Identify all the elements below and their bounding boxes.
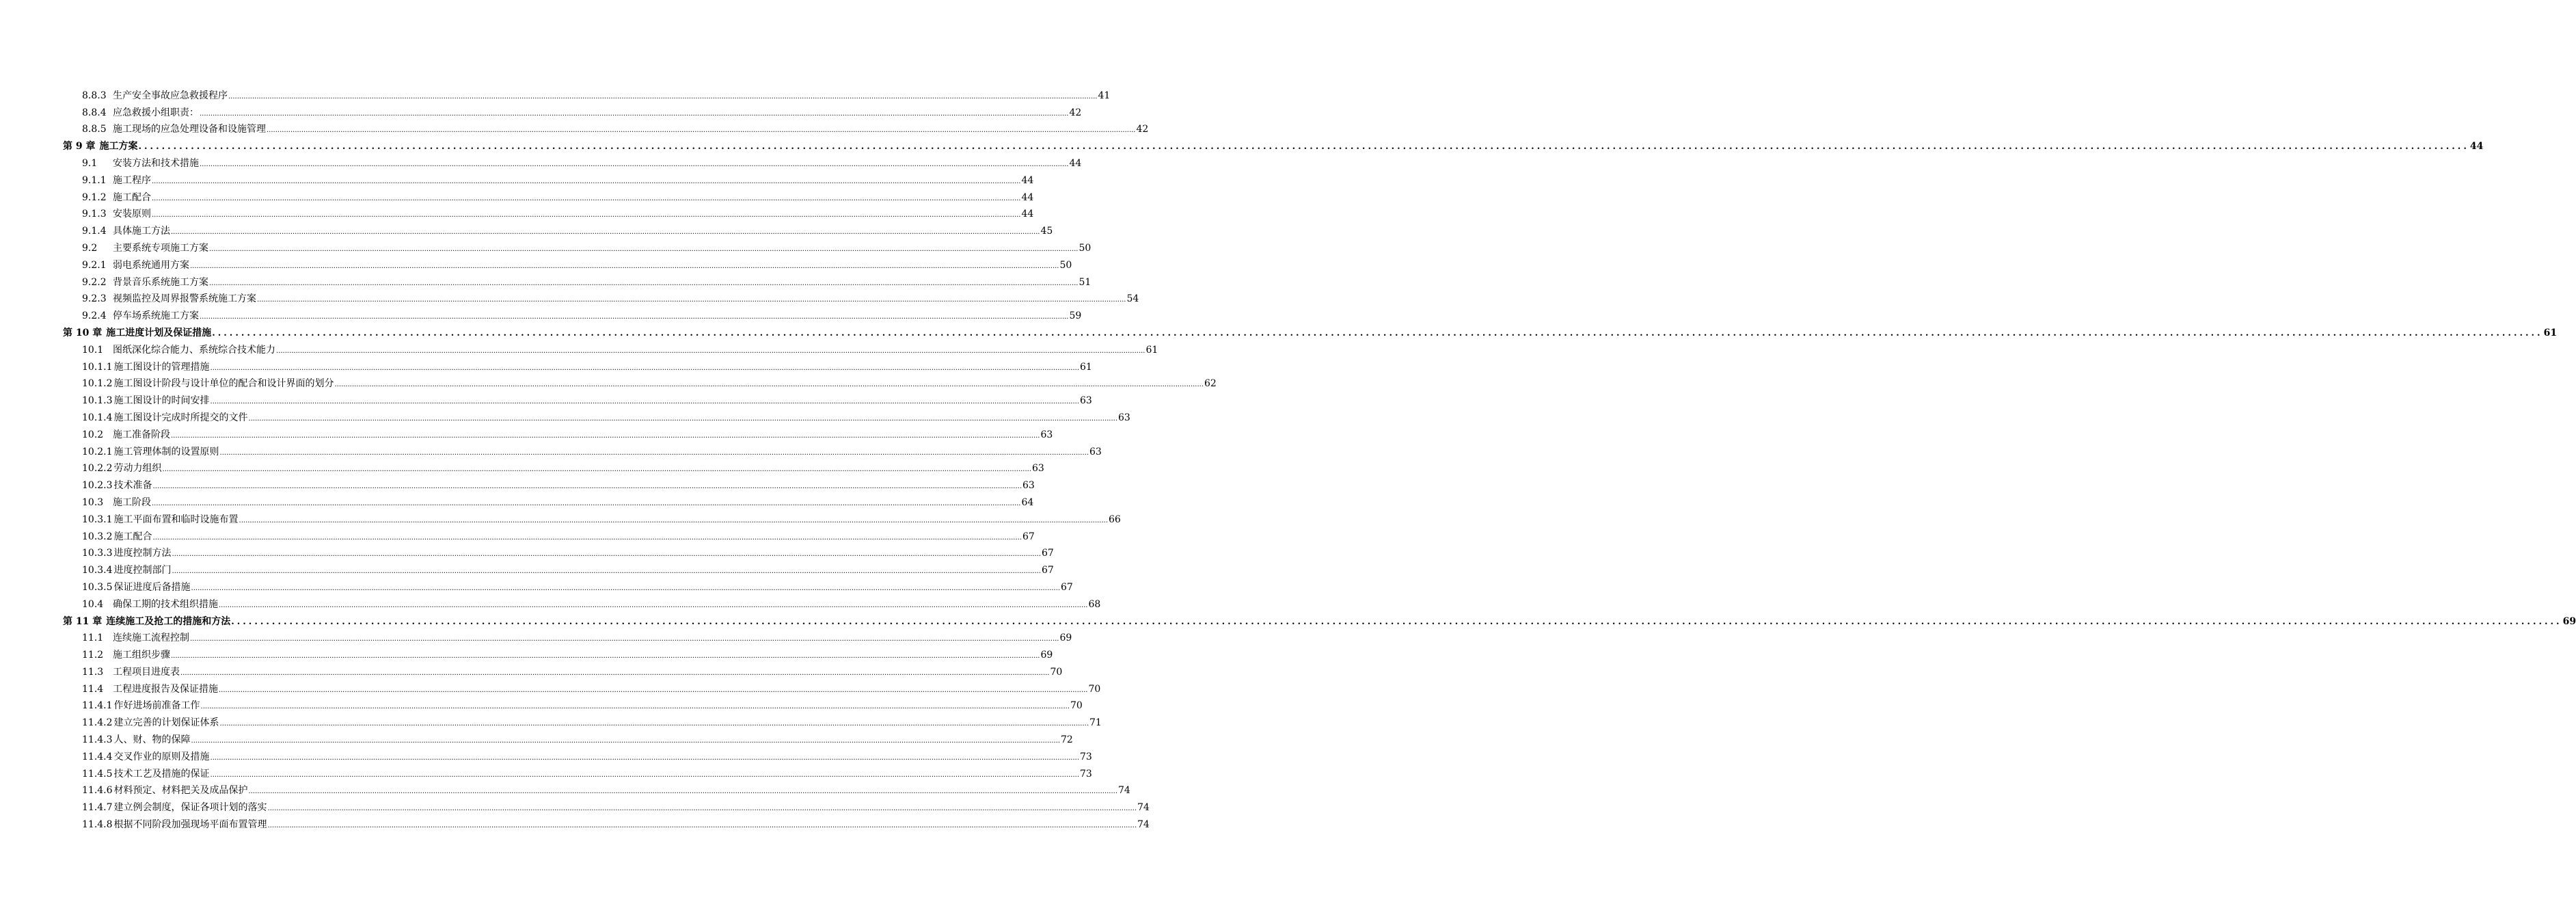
toc-section-entry[interactable] [63, 763, 1092, 780]
toc-entry-number: 10.1.1 [82, 361, 113, 373]
toc-entry-title: 停车场系统施工方案 [113, 310, 199, 322]
toc-dot-leader: ................................................................................................................................................................................................................................................................................................................................................................................................................ [210, 398, 1080, 406]
toc-entry-title: 安装原则 [113, 209, 151, 220]
toc-entry-title: 背景音乐系统施工方案 [113, 276, 208, 288]
toc-page-number: 69 [1059, 632, 1072, 644]
toc-page-number: 74 [1118, 785, 1130, 797]
toc-entry-number: 10.3 [82, 496, 104, 508]
toc-entry-number: 11.4.4 [82, 751, 113, 762]
toc-section-entry[interactable] [63, 576, 1073, 594]
toc-section-entry[interactable] [63, 271, 1092, 289]
toc-dot-leader: ................................................................................................................................................................................................................................................................................................................................................................................................................ [152, 194, 1021, 202]
toc-section-entry[interactable] [63, 594, 1101, 611]
toc-dot-leader: ................................................................................................................................................................................................................................................................................................................................................................................................................ [257, 296, 1126, 304]
toc-entry-title: 施工方案 [99, 141, 138, 152]
toc-dot-leader: ................................................................................................................................................................................................................................................................................................................................................................................................................ [212, 328, 2543, 338]
toc-page-number: 74 [1137, 802, 1150, 814]
toc-entry-number: 11.4.6 [82, 785, 113, 797]
toc-dot-leader: ................................................................................................................................................................................................................................................................................................................................................................................................................ [210, 771, 1080, 779]
toc-section-entry[interactable] [63, 424, 1053, 441]
toc-section-entry[interactable] [63, 187, 1034, 204]
toc-entry-title: 施工阶段 [113, 496, 151, 508]
toc-section-entry[interactable] [63, 475, 1035, 492]
toc-page-number: 61 [1080, 361, 1092, 373]
toc-page-number: 73 [1080, 768, 1092, 780]
toc-page-number: 59 [1069, 310, 1082, 322]
toc-entry-title: 施工配合 [113, 531, 152, 542]
toc-entry-number: 11.3 [82, 666, 104, 678]
toc-chapter-entry[interactable] [63, 322, 2558, 339]
toc-page-number: 44 [1021, 191, 1034, 203]
toc-section-entry[interactable] [63, 305, 1082, 322]
toc-page-number: 45 [1040, 226, 1053, 237]
toc-entry-number: 9.1 [82, 157, 98, 169]
toc-entry-title: 施工现场的应急处理设备和设施管理 [113, 124, 266, 135]
toc-entry-number: 9.1.2 [82, 191, 107, 203]
toc-entry-number: 9.2.2 [82, 276, 107, 288]
toc-dot-leader: ................................................................................................................................................................................................................................................................................................................................................................................................................ [209, 245, 1079, 253]
toc-entry-number: 11.1 [82, 632, 104, 644]
toc-entry-number: 10.1 [82, 344, 104, 356]
toc-dot-leader: ................................................................................................................................................................................................................................................................................................................................................................................................................ [231, 616, 2562, 627]
toc-entry-number: 11.4.3 [82, 734, 113, 746]
toc-dot-leader: ................................................................................................................................................................................................................................................................................................................................................................................................................ [138, 142, 2469, 152]
toc-section-entry[interactable] [63, 220, 1053, 237]
toc-page-number: 63 [1080, 395, 1092, 407]
toc-dot-leader: ................................................................................................................................................................................................................................................................................................................................................................................................................ [267, 126, 1136, 135]
toc-entry-title: 材料预定、材料把关及成品保护 [113, 785, 248, 797]
toc-dot-leader: ................................................................................................................................................................................................................................................................................................................................................................................................................ [210, 754, 1080, 762]
toc-entry-title: 施工配合 [113, 191, 151, 203]
toc-dot-leader: ................................................................................................................................................................................................................................................................................................................................................................................................................ [219, 449, 1089, 457]
toc-dot-leader: ................................................................................................................................................................................................................................................................................................................................................................................................................ [180, 669, 1050, 677]
toc-page-number: 51 [1079, 276, 1092, 288]
toc-entry-number: 11.4 [82, 683, 104, 695]
toc-entry-number: 11.4.1 [82, 700, 113, 712]
toc-chapter-entry[interactable] [63, 611, 2576, 628]
toc-entry-title: 进度控制方法 [113, 548, 172, 559]
toc-entry-title: 工程进度报告及保证措施 [113, 683, 218, 695]
toc-entry-number: 10.3.3 [82, 548, 113, 559]
toc-entry-title: 根据不同阶段加强现场平面布置管理 [113, 819, 267, 831]
toc-section-entry[interactable] [63, 289, 1139, 306]
toc-entry-number: 11.4.2 [82, 717, 113, 729]
toc-dot-leader: ................................................................................................................................................................................................................................................................................................................................................................................................................ [267, 805, 1137, 813]
toc-entry-title: 视频监控及周界报警系统施工方案 [113, 293, 256, 305]
toc-entry-number: 10.3.2 [82, 531, 113, 542]
toc-dot-leader: ................................................................................................................................................................................................................................................................................................................................................................................................................ [200, 109, 1069, 118]
toc-section-entry[interactable] [63, 254, 1072, 271]
toc-dot-leader: ................................................................................................................................................................................................................................................................................................................................................................................................................ [171, 652, 1040, 661]
toc-entry-number: 10.1.2 [82, 378, 113, 390]
toc-section-entry[interactable] [63, 543, 1054, 560]
toc-section-entry[interactable] [63, 119, 1149, 136]
toc-section-entry[interactable] [63, 678, 1101, 695]
toc-section-entry[interactable] [63, 780, 1130, 797]
toc-section-entry[interactable] [63, 814, 1150, 831]
toc-entry-number: 10.3.5 [82, 581, 113, 593]
toc-section-entry[interactable] [63, 559, 1054, 576]
toc-dot-leader: ................................................................................................................................................................................................................................................................................................................................................................................................................ [219, 601, 1088, 609]
toc-page-number: 70 [1050, 666, 1063, 678]
toc-dot-leader: ................................................................................................................................................................................................................................................................................................................................................................................................................ [152, 211, 1021, 219]
toc-dot-leader: ................................................................................................................................................................................................................................................................................................................................................................................................................ [172, 568, 1042, 576]
toc-page-number: 50 [1059, 259, 1072, 271]
toc-dot-leader: ................................................................................................................................................................................................................................................................................................................................................................................................................ [239, 516, 1109, 524]
toc-entry-number: 9.2 [82, 242, 98, 254]
toc-entry-title: 建立完善的计划保证体系 [113, 717, 219, 729]
toc-entry-title: 生产安全事故应急救援程序 [113, 90, 228, 101]
toc-section-entry[interactable] [63, 509, 1121, 526]
toc-dot-leader: ................................................................................................................................................................................................................................................................................................................................................................................................................ [209, 279, 1079, 287]
toc-dot-leader: ................................................................................................................................................................................................................................................................................................................................................................................................................ [276, 347, 1145, 355]
toc-dot-leader: ................................................................................................................................................................................................................................................................................................................................................................................................................ [190, 262, 1059, 270]
toc-entry-number: 10.1.4 [82, 412, 113, 423]
toc-page-number: 44 [1021, 209, 1034, 220]
toc-page-number: 67 [1061, 581, 1073, 593]
toc-section-entry[interactable] [63, 356, 1092, 373]
toc-dot-leader: ................................................................................................................................................................................................................................................................................................................................................................................................................ [228, 92, 1098, 101]
toc-entry-title: 施工组织步骤 [113, 650, 170, 661]
toc-dot-leader: ................................................................................................................................................................................................................................................................................................................................................................................................................ [248, 414, 1118, 423]
toc-page-number: 42 [1136, 124, 1149, 135]
toc-section-entry[interactable] [63, 628, 1072, 645]
toc-section-entry[interactable] [63, 152, 1082, 170]
toc-entry-number: 10.2 [82, 429, 104, 440]
toc-dot-leader: ................................................................................................................................................................................................................................................................................................................................................................................................................ [200, 703, 1070, 711]
toc-section-entry[interactable] [63, 712, 1102, 729]
toc-entry-number: 8.8.4 [82, 107, 107, 118]
toc-dot-leader: ................................................................................................................................................................................................................................................................................................................................................................................................................ [267, 822, 1137, 830]
toc-entry-title: 施工平面布置和临时设施布置 [113, 514, 239, 525]
toc-page-number: 70 [1088, 683, 1101, 695]
toc-dot-leader: ................................................................................................................................................................................................................................................................................................................................................................................................................ [152, 499, 1021, 507]
toc-page-number: 42 [1069, 107, 1082, 118]
toc-entry-title: 连续施工及抢工的措施和方法 [106, 615, 231, 627]
toc-entry-title: 应急救援小组职责： [113, 107, 199, 118]
toc-page-number: 54 [1126, 293, 1139, 305]
toc-page-number: 68 [1088, 598, 1101, 610]
toc-entry-number: 9.1.3 [82, 209, 107, 220]
toc-page-number: 69 [1040, 650, 1053, 661]
toc-dot-leader: ................................................................................................................................................................................................................................................................................................................................................................................................................ [219, 686, 1088, 694]
toc-entry-number: 第 11 章 [63, 615, 103, 627]
toc-entry-number: 第 9 章 [63, 141, 96, 152]
toc-section-entry[interactable] [63, 204, 1034, 221]
toc-entry-number: 第 10 章 [63, 327, 103, 338]
toc-page-number: 62 [1204, 378, 1217, 390]
toc-dot-leader: ................................................................................................................................................................................................................................................................................................................................................................................................................ [191, 737, 1061, 745]
toc-dot-leader: ................................................................................................................................................................................................................................................................................................................................................................................................................ [190, 635, 1059, 643]
toc-entry-title: 确保工期的技术组织措施 [113, 598, 218, 610]
toc-page-number: 63 [1022, 480, 1035, 492]
toc-entry-title: 连续施工流程控制 [113, 632, 189, 644]
toc-page-number: 64 [1021, 496, 1034, 508]
toc-page-number: 44 [2469, 141, 2484, 152]
toc-entry-number: 8.8.5 [82, 124, 107, 135]
toc-entry-title: 技术准备 [113, 480, 152, 492]
toc-entry-number: 9.1.1 [82, 174, 107, 186]
toc-dot-leader: ................................................................................................................................................................................................................................................................................................................................................................................................................ [200, 313, 1069, 321]
toc-dot-leader: ................................................................................................................................................................................................................................................................................................................................................................................................................ [152, 483, 1022, 491]
toc-page-number: 61 [1145, 344, 1158, 356]
toc-page-number: 44 [1069, 157, 1082, 169]
toc-dot-leader: ................................................................................................................................................................................................................................................................................................................................................................................................................ [219, 720, 1089, 728]
toc-entry-number: 10.2.1 [82, 446, 113, 457]
toc-entry-title: 施工图设计阶段与设计单位的配合和设计界面的划分 [113, 378, 334, 390]
toc-dot-leader: ................................................................................................................................................................................................................................................................................................................................................................................................................ [248, 788, 1118, 796]
toc-entry-title: 施工程序 [113, 174, 151, 186]
toc-section-entry[interactable] [63, 339, 1158, 356]
toc-entry-title: 施工图设计的管理措施 [113, 361, 210, 373]
toc-dot-leader: ................................................................................................................................................................................................................................................................................................................................................................................................................ [171, 431, 1040, 440]
toc-entry-number: 9.2.1 [82, 259, 107, 271]
toc-section-entry[interactable] [63, 797, 1150, 814]
toc-section-entry[interactable] [63, 441, 1102, 458]
toc-page-number: 71 [1089, 717, 1102, 729]
toc-entry-title: 图纸深化综合能力、系统综合技术能力 [113, 344, 275, 356]
toc-chapter-entry[interactable] [63, 135, 2484, 152]
toc-entry-number: 10.2.3 [82, 480, 113, 492]
toc-entry-title: 保证进度后备措施 [113, 581, 191, 593]
toc-dot-leader: ................................................................................................................................................................................................................................................................................................................................................................................................................ [152, 533, 1022, 542]
toc-dot-leader: ................................................................................................................................................................................................................................................................................................................................................................................................................ [162, 466, 1032, 474]
toc-section-entry[interactable] [63, 390, 1092, 407]
toc-page-number: 41 [1098, 90, 1111, 101]
toc-dot-leader: ................................................................................................................................................................................................................................................................................................................................................................................................................ [171, 228, 1040, 237]
toc-entry-title: 建立例会制度，保证各项计划的落实 [113, 802, 267, 814]
toc-page-number: 63 [1040, 429, 1053, 440]
toc-page-number: 66 [1109, 514, 1121, 525]
toc-entry-title: 施工图设计的时间安排 [113, 395, 210, 407]
toc-entry-title: 安装方法和技术措施 [113, 157, 199, 169]
toc-page-number: 74 [1137, 819, 1150, 831]
toc-entry-number: 9.2.4 [82, 310, 107, 322]
toc-page-number: 63 [1118, 412, 1130, 423]
toc-entry-title: 施工图设计完成时所提交的文件 [113, 412, 248, 423]
toc-entry-number: 11.2 [82, 650, 104, 661]
toc-page-number: 69 [2562, 615, 2576, 627]
toc-page-number: 73 [1080, 751, 1092, 762]
toc-section-entry[interactable] [63, 661, 1063, 678]
toc-section-entry[interactable] [63, 729, 1073, 746]
toc-entry-number: 9.2.3 [82, 293, 107, 305]
toc-dot-leader: ................................................................................................................................................................................................................................................................................................................................................................................................................ [152, 177, 1021, 185]
toc-section-entry[interactable] [63, 644, 1053, 661]
toc-entry-number: 10.3.1 [82, 514, 113, 525]
toc-entry-title: 主要系统专项施工方案 [113, 242, 208, 254]
toc-section-entry[interactable] [63, 102, 1082, 119]
toc-dot-leader: ................................................................................................................................................................................................................................................................................................................................................................................................................ [172, 550, 1042, 559]
toc-entry-title: 弱电系统通用方案 [113, 259, 189, 271]
toc-page-number: 63 [1089, 446, 1102, 457]
toc-page-number: 67 [1042, 548, 1054, 559]
toc-section-entry[interactable] [63, 458, 1044, 475]
toc-section-entry[interactable] [63, 526, 1035, 543]
toc-page-number: 67 [1042, 565, 1054, 576]
toc-entry-number: 10.2.2 [82, 463, 113, 475]
toc-section-entry[interactable] [63, 373, 1217, 390]
toc-page-number: 72 [1061, 734, 1073, 746]
toc-entry-number: 10.4 [82, 598, 104, 610]
toc-page-number: 70 [1070, 700, 1083, 712]
toc-page-number: 63 [1032, 463, 1044, 475]
toc-entry-title: 施工准备阶段 [113, 429, 170, 440]
toc-entry-title: 人、财、物的保障 [113, 734, 191, 746]
toc-entry-title: 技术工艺及措施的保证 [113, 768, 210, 780]
toc-section-entry[interactable] [63, 746, 1092, 763]
toc-entry-number: 10.1.3 [82, 395, 113, 407]
toc-dot-leader: ................................................................................................................................................................................................................................................................................................................................................................................................................ [210, 364, 1080, 372]
toc-entry-title: 交叉作业的原则及措施 [113, 751, 210, 762]
toc-page-number: 61 [2543, 327, 2558, 338]
toc-entry-title: 施工管理体制的设置原则 [113, 446, 219, 457]
toc-section-entry[interactable] [63, 492, 1034, 509]
toc-section-entry[interactable] [63, 695, 1083, 712]
toc-entry-title: 作好进场前准备工作 [113, 700, 200, 712]
toc-section-entry[interactable] [63, 407, 1130, 424]
toc-page-number: 67 [1022, 531, 1035, 542]
toc-entry-title: 具体施工方法 [113, 226, 170, 237]
toc-section-entry[interactable] [63, 237, 1092, 254]
toc-section-entry[interactable] [63, 170, 1034, 187]
toc-dot-leader: ................................................................................................................................................................................................................................................................................................................................................................................................................ [334, 381, 1204, 389]
toc-entry-number: 11.4.5 [82, 768, 113, 780]
toc-entry-title: 劳动力组织 [113, 463, 162, 475]
toc-entry-number: 10.3.4 [82, 565, 113, 576]
toc-entry-title: 工程项目进度表 [113, 666, 180, 678]
toc-entry-number: 8.8.3 [82, 90, 107, 101]
toc-page-number: 44 [1021, 174, 1034, 186]
toc-section-entry[interactable] [63, 85, 1111, 102]
toc-entry-title: 施工进度计划及保证措施 [106, 327, 212, 338]
toc-dot-leader: ................................................................................................................................................................................................................................................................................................................................................................................................................ [191, 584, 1061, 592]
toc-entry-title: 进度控制部门 [113, 565, 172, 576]
toc-entry-number: 11.4.8 [82, 819, 113, 831]
toc-dot-leader: ................................................................................................................................................................................................................................................................................................................................................................................................................ [200, 160, 1069, 168]
toc-entry-number: 9.1.4 [82, 226, 107, 237]
table-of-contents [63, 85, 2576, 831]
toc-entry-number: 11.4.7 [82, 802, 113, 814]
toc-page-number: 50 [1079, 242, 1092, 254]
